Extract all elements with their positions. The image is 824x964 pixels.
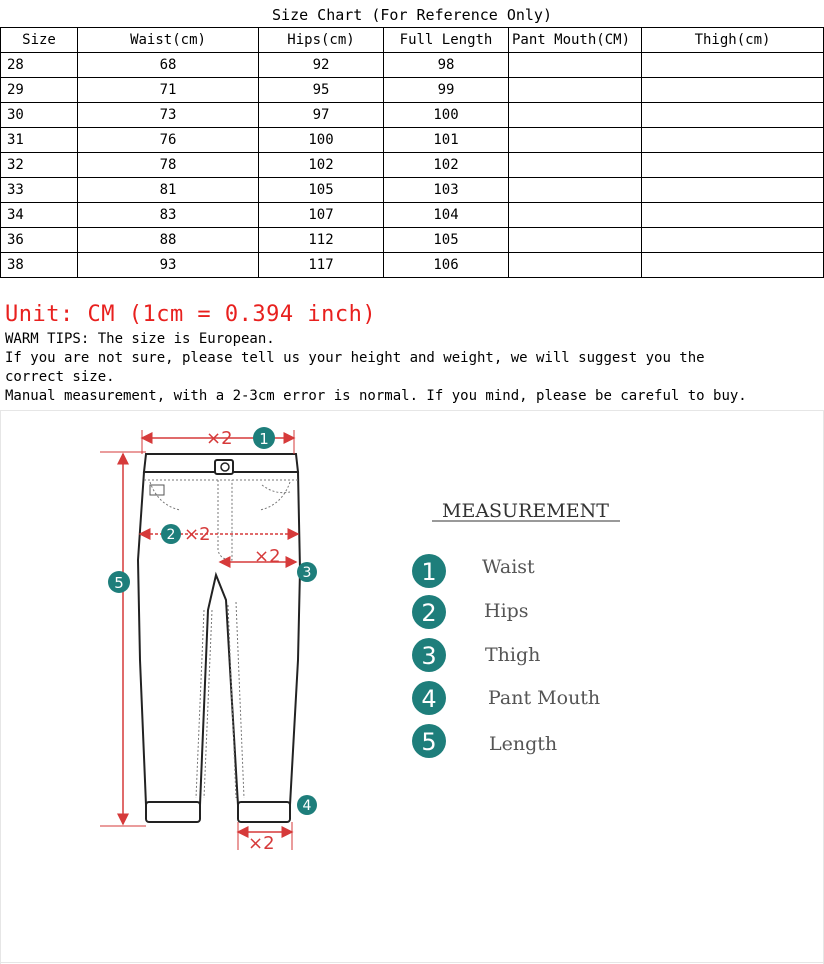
table-header-row xyxy=(1,28,824,53)
table-cell: 68 xyxy=(78,53,259,78)
table-cell xyxy=(642,178,824,203)
warm-tips: WARM TIPS: The size is European. xyxy=(5,331,275,347)
table-row xyxy=(1,203,824,228)
table-cell: 30 xyxy=(1,103,78,128)
legend-label-thigh: Thigh xyxy=(485,644,541,666)
table-row xyxy=(1,153,824,178)
table-cell: 102 xyxy=(384,153,509,178)
table-cell: 93 xyxy=(78,253,259,278)
table-cell: 83 xyxy=(78,203,259,228)
table-cell: 76 xyxy=(78,128,259,153)
table-cell: 71 xyxy=(78,78,259,103)
header-thigh: Thigh(cm) xyxy=(642,28,824,53)
table-cell: 98 xyxy=(384,53,509,78)
table-cell xyxy=(642,153,824,178)
table-cell: 31 xyxy=(1,128,78,153)
legend-num-1: 1 xyxy=(421,558,437,586)
diagram-frame-bottom xyxy=(0,962,824,963)
table-cell: 107 xyxy=(259,203,384,228)
belt-loop-center xyxy=(215,460,233,474)
table-cell: 105 xyxy=(259,178,384,203)
thigh-multiplier: ×2 xyxy=(254,546,281,567)
table-cell: 32 xyxy=(1,153,78,178)
table-cell: 100 xyxy=(259,128,384,153)
table-cell: 112 xyxy=(259,228,384,253)
legend-label-pant-mouth: Pant Mouth xyxy=(488,687,601,709)
table-cell: 33 xyxy=(1,178,78,203)
table-cell: 29 xyxy=(1,78,78,103)
tip-line-4: Manual measurement, with a 2-3cm error is normal. If you mind, please be careful to buy. xyxy=(5,388,747,404)
waist-multiplier: ×2 xyxy=(206,428,233,449)
table-cell: 73 xyxy=(78,103,259,128)
header-size: Size xyxy=(1,28,78,53)
table-cell xyxy=(509,253,642,278)
left-cuff xyxy=(146,802,200,822)
legend-num-4: 4 xyxy=(421,685,437,713)
size-chart-title: Size Chart (For Reference Only) xyxy=(272,6,552,24)
hips-multiplier: ×2 xyxy=(184,524,211,545)
table-cell xyxy=(509,228,642,253)
table-cell: 34 xyxy=(1,203,78,228)
table-cell: 103 xyxy=(384,178,509,203)
table-cell: 102 xyxy=(259,153,384,178)
tip-line-2: If you are not sure, please tell us your height and weight, we will suggest you the xyxy=(5,350,705,366)
mouth-multiplier: ×2 xyxy=(248,833,275,854)
legend-label-length: Length xyxy=(489,733,558,755)
header-pant-mouth: Pant Mouth(CM) xyxy=(509,28,642,53)
marker-1-label: 1 xyxy=(259,430,269,448)
table-cell xyxy=(642,253,824,278)
header-waist: Waist(cm) xyxy=(78,28,259,53)
size-table xyxy=(0,27,824,278)
table-cell xyxy=(509,178,642,203)
table-cell: 28 xyxy=(1,53,78,78)
table-cell: 106 xyxy=(384,253,509,278)
marker-5-label: 5 xyxy=(114,574,124,592)
table-cell: 104 xyxy=(384,203,509,228)
table-cell: 95 xyxy=(259,78,384,103)
table-cell: 92 xyxy=(259,53,384,78)
pants-diagram xyxy=(0,410,420,860)
table-cell: 36 xyxy=(1,228,78,253)
pants-outline xyxy=(138,454,300,822)
table-cell: 99 xyxy=(384,78,509,103)
table-cell: 100 xyxy=(384,103,509,128)
table-cell xyxy=(642,78,824,103)
table-row xyxy=(1,53,824,78)
marker-3-label: 3 xyxy=(302,565,312,581)
marker-4-label: 4 xyxy=(302,798,312,814)
legend-label-hips: Hips xyxy=(484,600,529,622)
table-cell: 101 xyxy=(384,128,509,153)
table-cell xyxy=(509,153,642,178)
table-row xyxy=(1,253,824,278)
table-cell: 78 xyxy=(78,153,259,178)
pants-body xyxy=(138,472,300,805)
table-row xyxy=(1,78,824,103)
legend-num-3: 3 xyxy=(421,642,437,670)
unit-note: Unit: CM (1cm = 0.394 inch) xyxy=(5,302,377,327)
table-cell xyxy=(509,103,642,128)
marker-2-label: 2 xyxy=(166,527,176,543)
table-cell: 117 xyxy=(259,253,384,278)
measurement-legend xyxy=(400,490,660,770)
table-row xyxy=(1,228,824,253)
table-cell xyxy=(642,103,824,128)
table-cell: 88 xyxy=(78,228,259,253)
legend-label-waist: Waist xyxy=(482,556,535,578)
legend-num-5: 5 xyxy=(421,728,437,756)
table-cell xyxy=(642,228,824,253)
legend-num-2: 2 xyxy=(421,599,437,627)
table-cell: 105 xyxy=(384,228,509,253)
table-row xyxy=(1,103,824,128)
table-cell xyxy=(642,203,824,228)
header-full-length: Full Length xyxy=(384,28,509,53)
table-cell xyxy=(509,53,642,78)
table-cell: 81 xyxy=(78,178,259,203)
table-cell xyxy=(642,128,824,153)
header-hips: Hips(cm) xyxy=(259,28,384,53)
table-cell: 97 xyxy=(259,103,384,128)
table-cell xyxy=(509,128,642,153)
table-row xyxy=(1,178,824,203)
table-cell xyxy=(509,203,642,228)
table-cell xyxy=(509,78,642,103)
table-body xyxy=(1,53,824,278)
right-cuff xyxy=(238,802,290,822)
tip-line-3: correct size. xyxy=(5,369,115,385)
table-row xyxy=(1,128,824,153)
table-cell: 38 xyxy=(1,253,78,278)
legend-title: MEASUREMENT xyxy=(442,500,609,522)
table-cell xyxy=(642,53,824,78)
